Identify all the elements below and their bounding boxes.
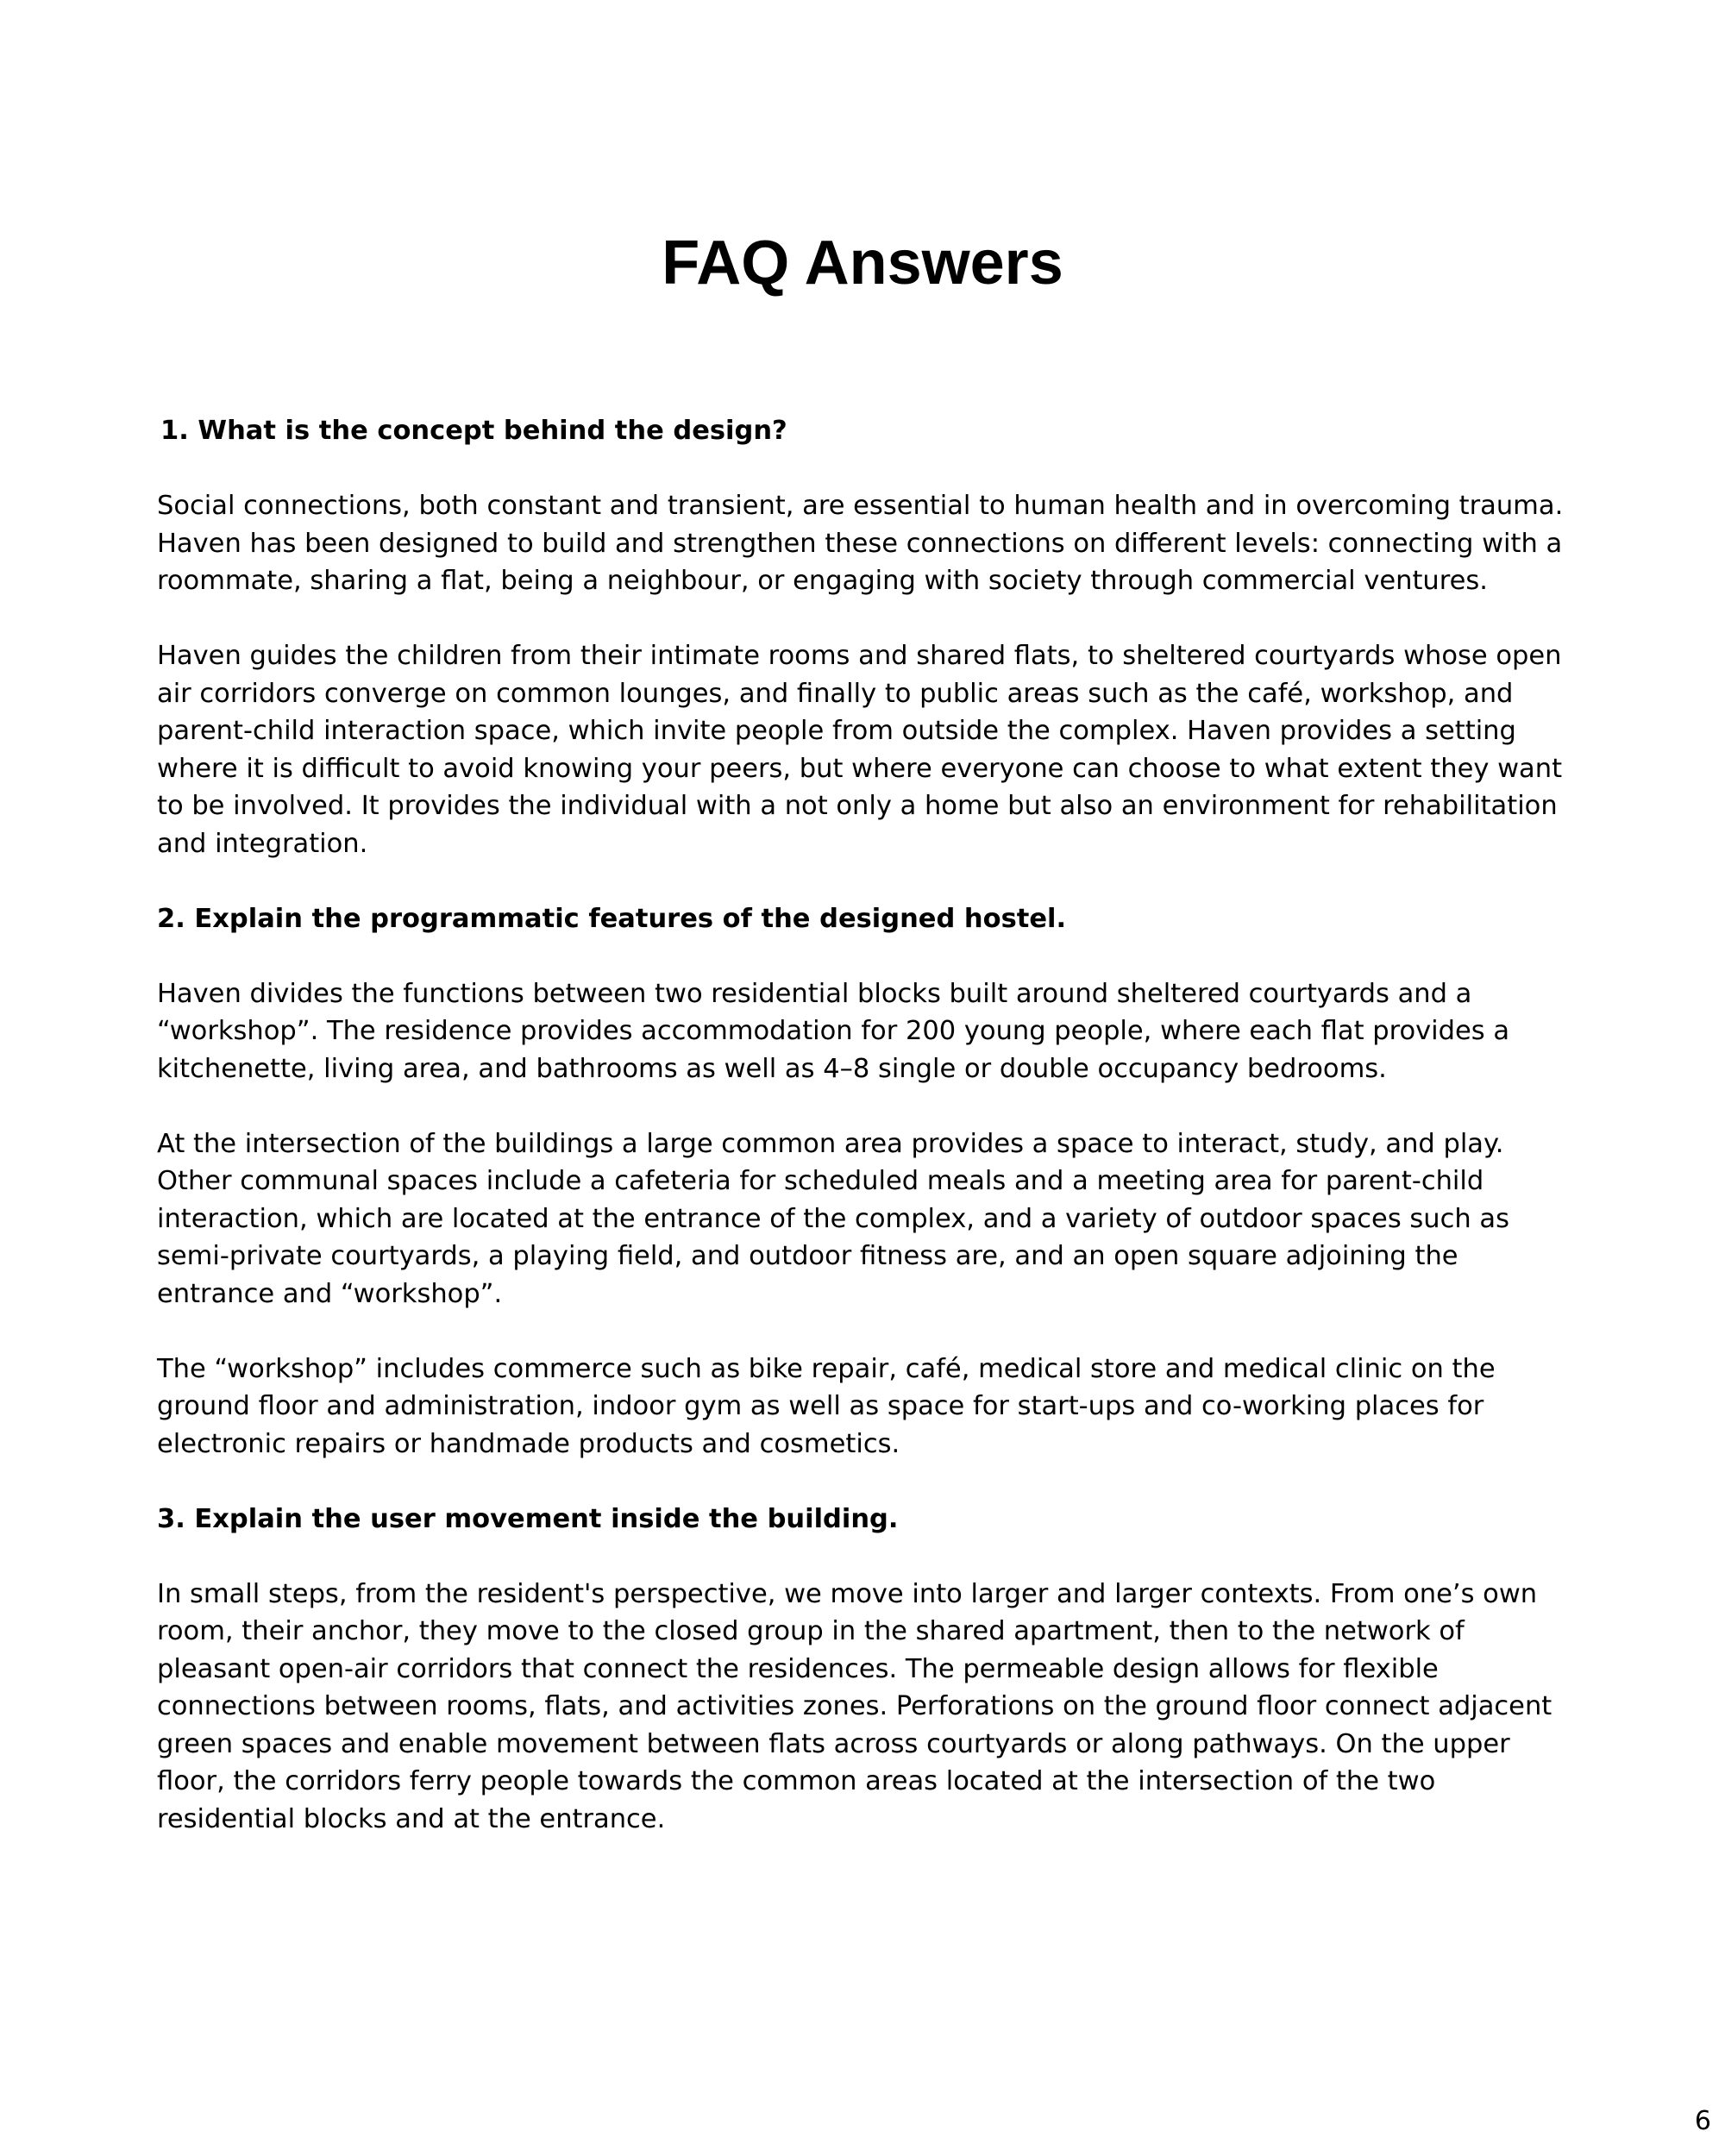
page-title: FAQ Answers [662, 229, 1063, 298]
faq-answer-paragraph: Social connections, both constant and transient, are essential to human health and in overcoming trauma. Haven has been designed to build and strengthen these connections on different levels: connecting with a roommate, sharing a flat, being a neighbour, or engaging with society through commercial ventures. [157, 491, 1564, 596]
faq-section-1 [157, 412, 1580, 862]
faq-section-2 [157, 900, 1580, 1463]
faq-answer-paragraph: In small steps, from the resident's perspective, we move into larger and larger contexts. From one’s own room, their anchor, they move to the closed group in the shared apartment, then to the network of pleasant open-air corridors that connect the residences. The permeable design allows for flexible connections between rooms, flats, and activities zones. Perforations on the ground floor connect adjacent green spaces and enable movement between flats across courtyards or along pathways. On the upper floor, the corridors ferry people towards the common areas located at the intersection of the two residential blocks and at the entrance. [157, 1578, 1552, 1834]
faq-content [157, 412, 1580, 1838]
faq-section-3 [157, 1501, 1580, 1839]
faq-question: 2. Explain the programmatic features of the designed hostel. [157, 903, 1067, 934]
faq-answer-paragraph: Haven divides the functions between two residential blocks built around sheltered courtyards and a “workshop”. The residence provides accommodation for 200 young people, where each flat provides a kitchenette, living area, and bathrooms as well as 4–8 single or double occupancy bedrooms. [157, 978, 1510, 1084]
faq-answer-paragraph: The “workshop” includes commerce such as bike repair, café, medical store and medical clinic on the ground floor and administration, indoor gym as well as space for start-ups and co-working places for electronic repairs or handmade products and cosmetics. [157, 1353, 1496, 1459]
page-number: 6 [1694, 2106, 1711, 2136]
faq-answer-paragraph: At the intersection of the buildings a large common area provides a space to interact, study, and play. Other communal spaces include a cafeteria for scheduled meals and a meeting area for parent-child interaction, which are located at the entrance of the complex, and a variety of outdoor spaces such as semi-private courtyards, a playing field, and outdoor fitness are, and an open square adjoining the entrance and “workshop”. [157, 1128, 1509, 1309]
faq-question: 1. What is the concept behind the design? [160, 416, 787, 446]
faq-question: 3. Explain the user movement inside the building. [157, 1503, 899, 1534]
faq-answer-paragraph: Haven guides the children from their intimate rooms and shared flats, to sheltered courtyards whose open air corridors converge on common lounges, and finally to public areas such as the café, workshop, and parent-child interaction space, which invite people from outside the complex. Haven provides a setting where it is difficult to avoid knowing your peers, but where everyone can choose to what extent they want to be involved. It provides the individual with a not only a home but also an environment for rehabilitation and integration. [157, 641, 1563, 859]
